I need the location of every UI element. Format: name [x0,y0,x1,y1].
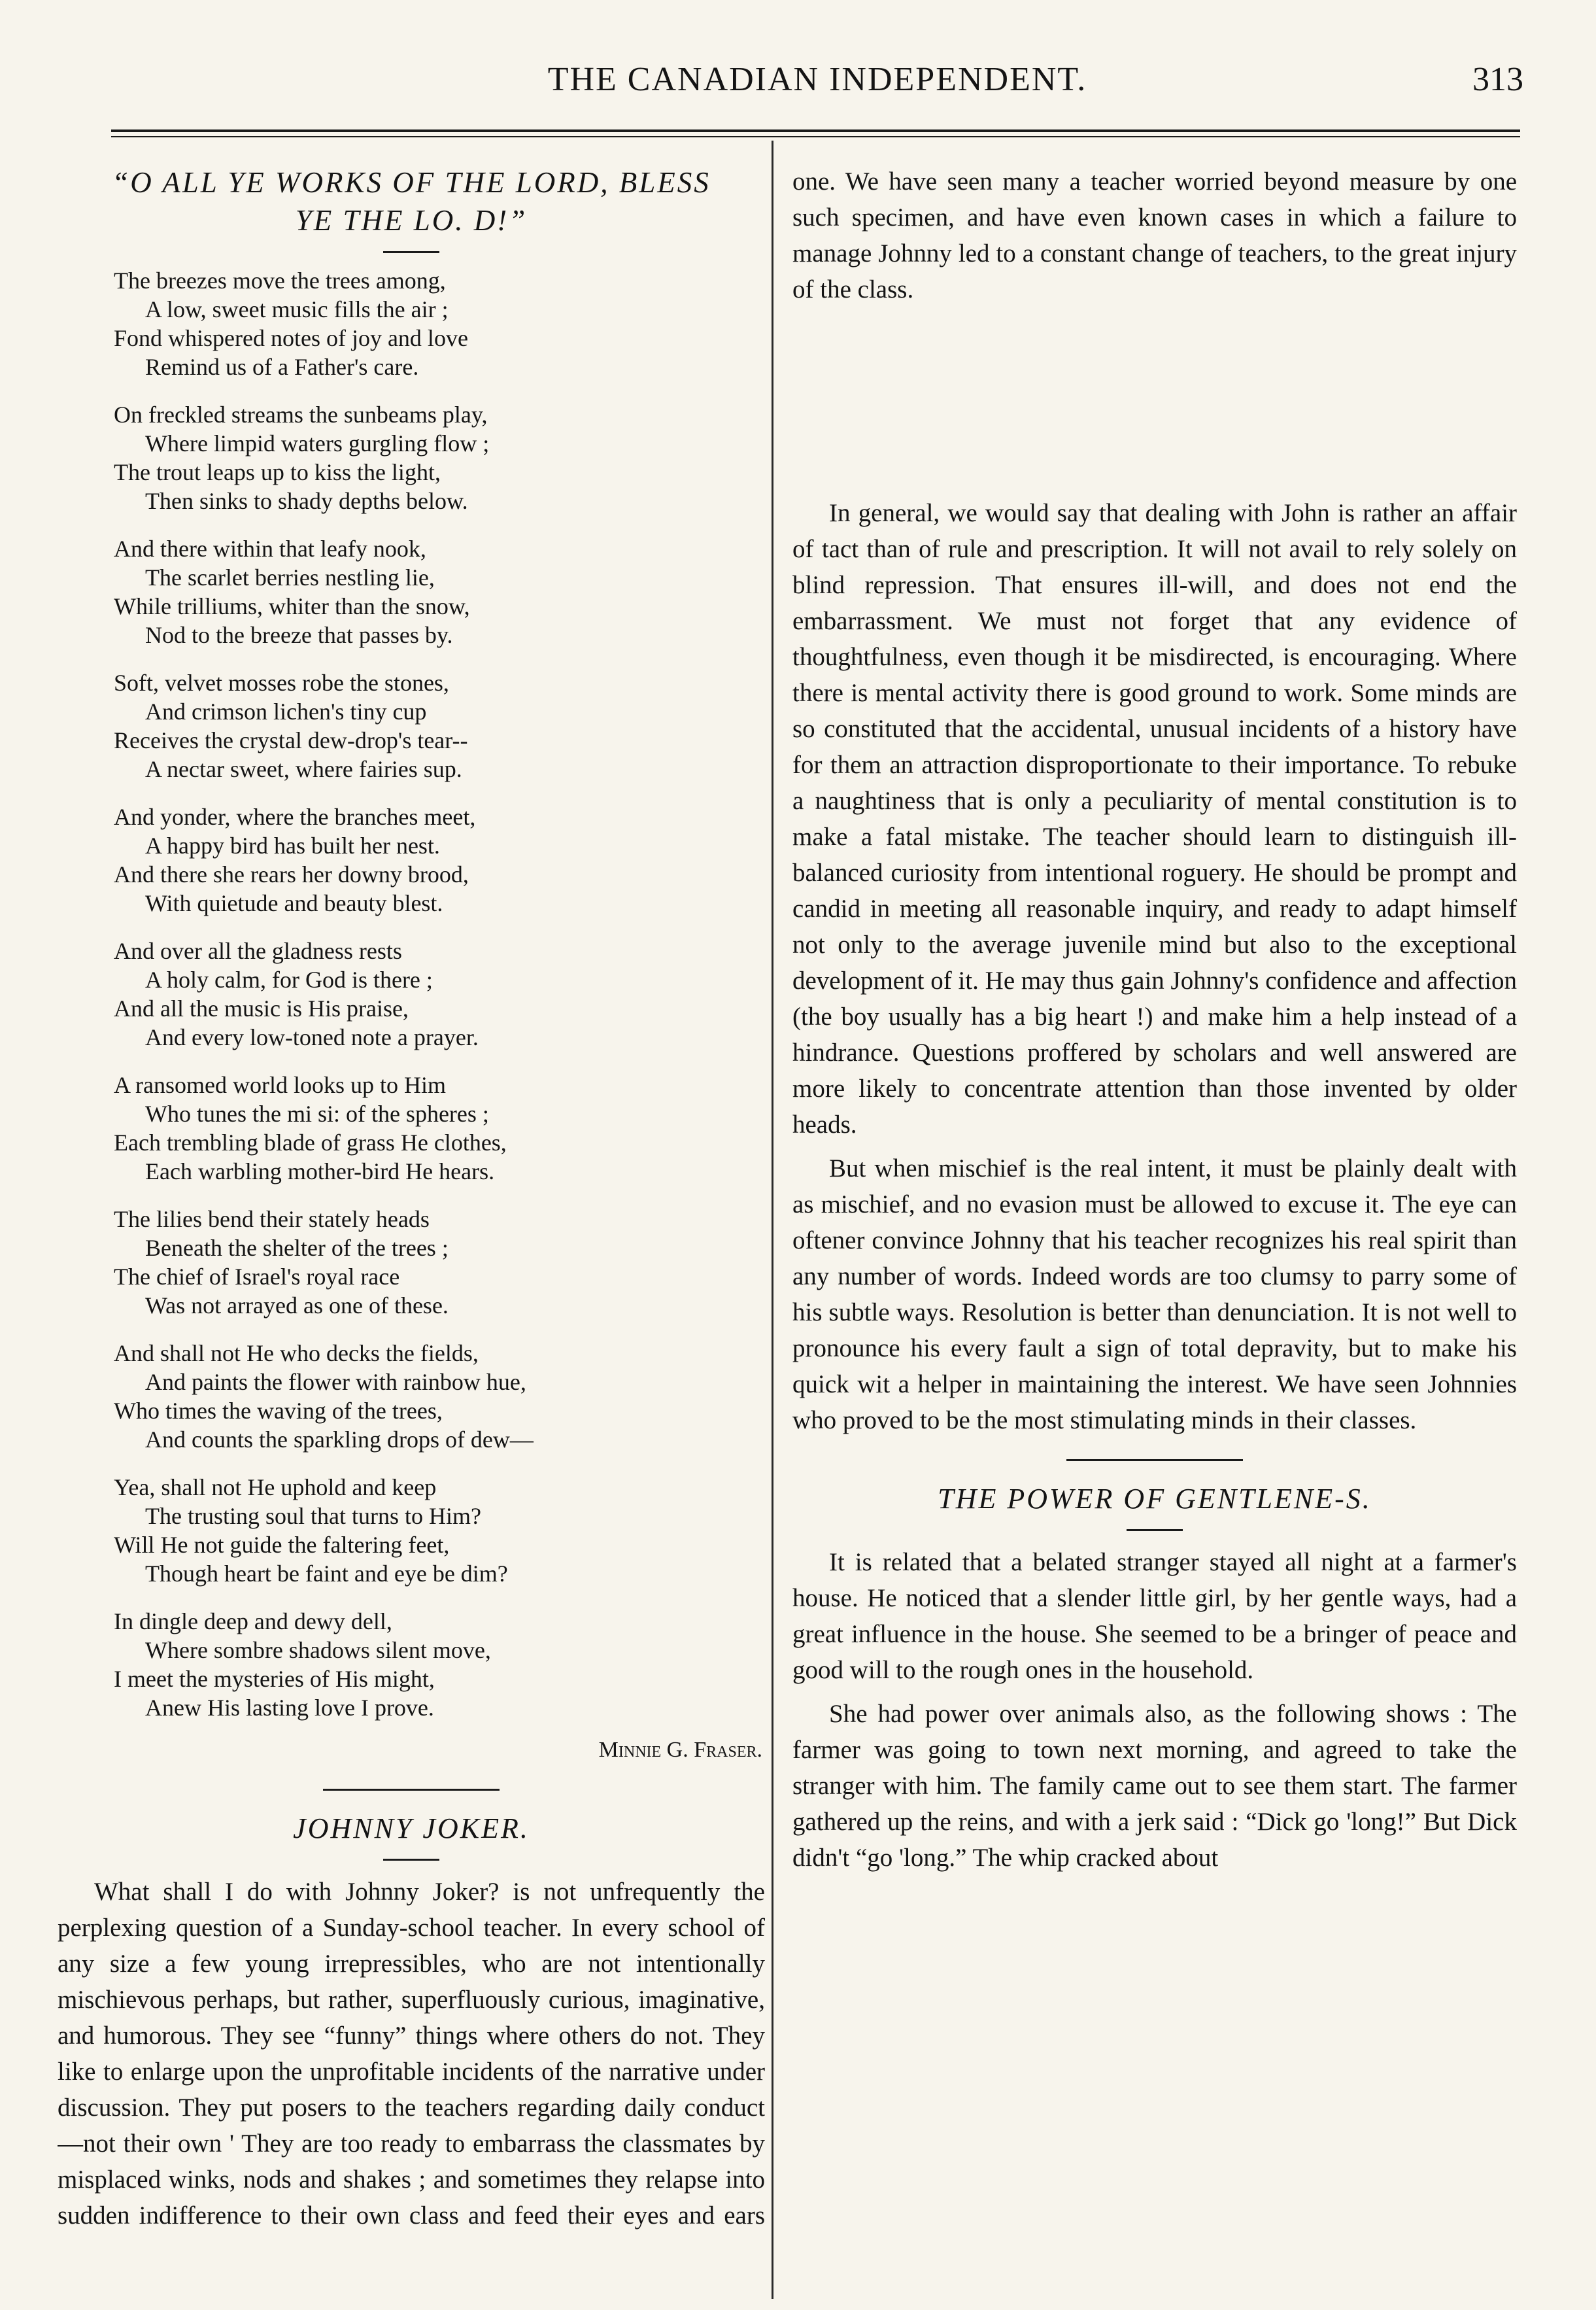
poem-line: And shall not He who decks the fields, [114,1340,479,1366]
poem-line: While trilliums, whiter than the snow, [114,593,470,619]
header-rule [111,129,1520,132]
poem-line: Will He not guide the faltering feet, [114,1532,450,1558]
poem-line: And all the music is His praise, [114,995,409,1022]
poem-line: Soft, velvet mosses robe the stones, [114,670,449,696]
poem-body [58,266,765,1722]
poem-line: The trusting soul that turns to Him? [145,1503,481,1529]
poem-line: And paints the flower with rainbow hue, [145,1369,526,1395]
poem-line: And there she rears her downy brood, [114,861,469,888]
gentleness-heading-rule [1127,1529,1183,1531]
right-column [792,164,1517,1876]
johnny-paragraph-3: But when mischief is the real intent, it must be plainly dealt with as mischief, and no evasion must be allowed to excuse it. The eye can oftener convince Johnny that his teacher recognizes his real spirit than any number of words. Indeed words are too clumsy to parry some of his subtle ways. Resolution is better than denunciation. It is not well to pronounce his every fault a sign of total depravity, but to make his quick wit a helper in maintaining the interest. We have seen Johnnies who proved to be the most stimulating minds in their classes. [792,1154,1517,1434]
poem-line: Remind us of a Father's care. [145,354,419,380]
poem-line: Nod to the breeze that passes by. [145,622,453,648]
gentleness-paragraph-1: It is related that a belated stranger stayed all night at a farmer's house. He noticed that a slender little girl, by her gentle ways, had a great influence in the house. She seemed to be a bringer of peace and good will to the rough ones in the household. [792,1548,1517,1684]
journal-title: THE CANADIAN INDEPENDENT. [547,61,1087,98]
poem-line: The trout leaps up to kiss the light, [114,459,441,485]
poem-line: Yea, shall not He uphold and keep [114,1474,437,1500]
poem-line: Who times the waving of the trees, [114,1398,443,1424]
gentleness-paragraph-2: She had power over animals also, as the following shows : The farmer was going to town next morning, and agreed to take the stranger with him. The family came out to see them start. The farmer gathered up the reins, and with a jerk said : “Dick go 'long!” But Dick didn't “go 'long.” The whip cracked about [792,1700,1517,1872]
poem-line: Fond whispered notes of joy and love [114,325,468,351]
poem-stanza [114,534,765,649]
johnny-heading: JOHNNY JOKER. [293,1812,530,1844]
poem-line: The scarlet berries nestling lie, [145,564,435,591]
poem-line: Each trembling blade of grass He clothes, [114,1129,507,1156]
poem-line: Anew His lasting love I prove. [145,1695,434,1721]
poem-title-line-2: YE THE LO. D!” [295,204,528,237]
poem-line: The breezes move the trees among, [114,267,446,294]
johnny-paragraph-1-continued [792,164,1517,487]
poem-line: And crimson lichen's tiny cup [145,698,427,725]
poem-line: In dingle deep and dewy dell, [114,1608,392,1634]
poem-stanza [114,1473,765,1588]
left-column [58,164,765,2233]
poem-stanza [114,400,765,515]
poem-line: With quietude and beauty blest. [145,890,443,916]
section-divider-2 [1066,1459,1243,1461]
poem-stanza [114,1205,765,1320]
poem-stanza [114,266,765,381]
poem-line: Beneath the shelter of the trees ; [145,1235,449,1261]
poem-line: And over all the gladness rests [114,938,402,964]
gentleness-heading: THE POWER OF GENTLENE-S. [938,1483,1372,1515]
poem-stanza [114,1339,765,1454]
poem-stanza [114,668,765,784]
poem-line: And counts the sparkling drops of dew— [145,1426,534,1453]
poem-line: The chief of Israel's royal race [114,1264,400,1290]
section-divider [323,1789,500,1791]
poem-line: Where limpid waters gurgling flow ; [145,430,490,457]
poem-title-line-1: “O ALL YE WORKS OF THE LORD, BLESS [112,166,711,199]
poem-line: Each warbling mother-bird He hears. [145,1158,495,1184]
poem-line: Was not arrayed as one of these. [145,1292,449,1319]
poem-line: On freckled streams the sunbeams play, [114,402,488,428]
poem-line: A happy bird has built her nest. [145,833,440,859]
johnny-paragraph-1-overflow: one. We have seen many a teacher worried beyond measure by one such specimen, and have even known cases in which a failure to manage Johnny led to a constant change of teachers, to the great injury of the class. [792,167,1517,303]
poem-line: A nectar sweet, where fairies sup. [145,756,462,782]
johnny-paragraph-2: In general, we would say that dealing with John is rather an affair of tact than of rule and prescription. It will not avail to rely solely on blind repression. That ensures ill-will, and does not end the embarrassment. We must not forget that any evidence of thoughtfulness, even though it be misdirected, is encouraging. Where there is mental activity there is good ground to work. Some minds are so constituted that the accidental, unusual incidents of a history have for them an attraction disproportionate to their importance. To rebuke a naughtiness that is only a peculiarity of mental constitution is to make a fatal mistake. The teacher should learn to distinguish ill-balanced curiosity from intentional roguery. He should be prompt and candid in meeting all reasonable inquiry, and ready to adapt himself not only to the average juvenile mind but also to the exceptional development of it. He may thus gain Johnny's confidence and affection (the boy usually has a big heart !) and make him a help instead of a hindrance. Questions proffered by scholars and well answered are more likely to concentrate attention than those invented by older heads. [792,499,1517,1139]
poem-line: Though heart be faint and eye be dim? [145,1560,508,1587]
poem-line: A ransomed world looks up to Him [114,1072,446,1098]
header-rule-thin [111,136,1520,137]
poem-line: Then sinks to shady depths below. [145,488,468,514]
poem-line: I meet the mysteries of His might, [114,1666,435,1692]
poem-stanza [114,802,765,918]
johnny-heading-rule [383,1859,439,1861]
poem-line: And every low-toned note a prayer. [145,1024,479,1050]
poem-line: A low, sweet music fills the air ; [145,296,449,322]
poem-line: Receives the crystal dew-drop's tear-- [114,727,468,753]
column-divider [772,141,773,2299]
poem-line: Where sombre shadows silent move, [145,1637,491,1663]
poem-title-rule [383,251,439,253]
running-header [111,54,1523,106]
page-number: 313 [1472,61,1523,98]
poem-line: Who tunes the mi si: of the spheres ; [145,1101,489,1127]
poem-stanza [114,937,765,1052]
poem-author: Minnie G. Fraser. [598,1738,762,1762]
poem-line: A holy calm, for God is there ; [145,967,433,993]
johnny-paragraph-1: What shall I do with Johnny Joker? is not unfrequently the perplexing question of a Sunday-school teacher. In every school of any size a few young irrepressibles, who are not intentionally mischievous perhaps, but rather, superfluously curious, imaginative, and humorous. They see “funny” things where others do not. They like to enlarge upon the unprofitable incidents of the narrative under discussion. They put posers to the teachers regarding daily conduct—not their own ' They are too ready to embarrass the classmates by misplaced winks, nods and shakes ; and sometimes they relapse into sudden indifference to their own class and feed their eyes and ears [58,1878,765,2230]
poem-line: The lilies bend their stately heads [114,1206,430,1232]
poem-line: And there within that leafy nook, [114,536,426,562]
poem-stanza [114,1071,765,1186]
poem-line: And yonder, where the branches meet, [114,804,476,830]
poem-stanza [114,1607,765,1722]
